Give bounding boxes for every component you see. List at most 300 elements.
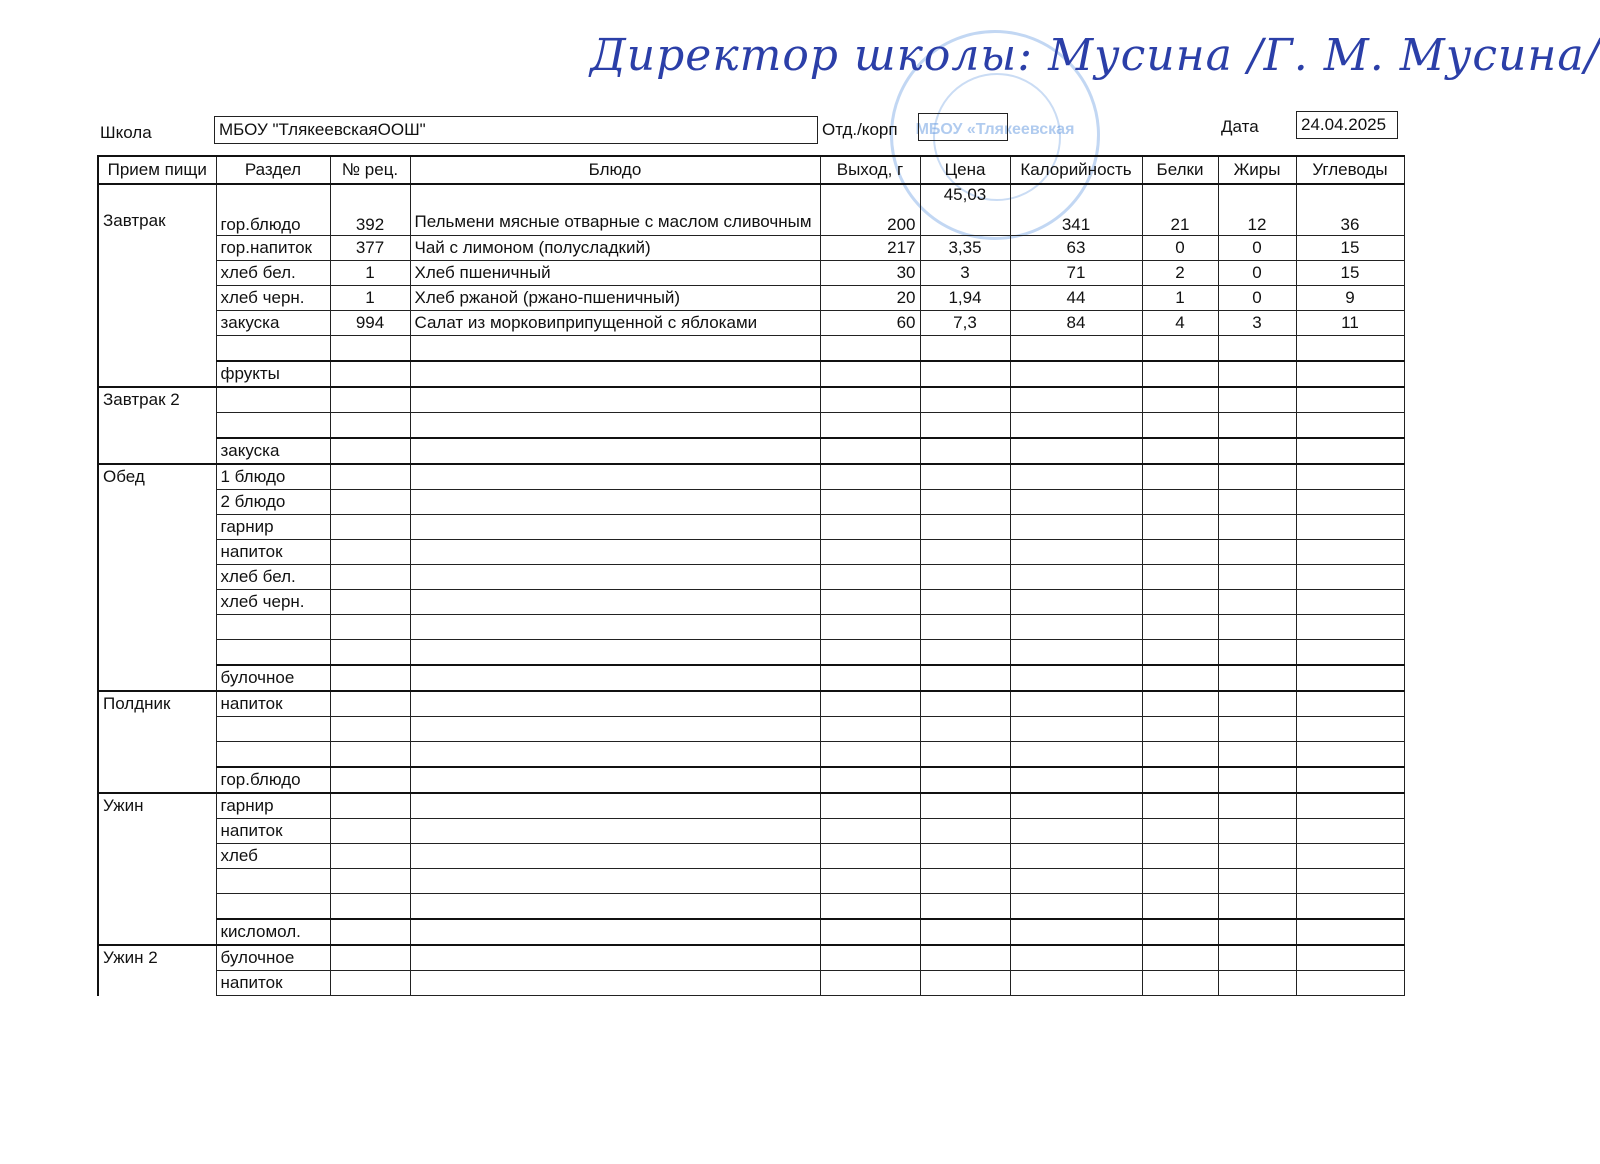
cell-yield	[820, 971, 920, 996]
cell-section	[216, 894, 330, 920]
cell-fat	[1218, 438, 1296, 464]
cell-section	[216, 615, 330, 640]
cell-kcal	[1010, 717, 1142, 742]
cell-recipe: 1	[330, 261, 410, 286]
cell-kcal: 63	[1010, 236, 1142, 261]
cell-carbs	[1296, 767, 1404, 793]
cell-fat	[1218, 945, 1296, 971]
cell-price: 45,03	[920, 184, 1010, 236]
cell-fat	[1218, 844, 1296, 869]
col-dish: Блюдо	[410, 156, 820, 184]
col-protein: Белки	[1142, 156, 1218, 184]
cell-recipe	[330, 945, 410, 971]
cell-protein	[1142, 767, 1218, 793]
stamp-text: МБОУ «Тлякеевская	[915, 121, 1075, 138]
cell-section	[216, 336, 330, 362]
cell-yield	[820, 490, 920, 515]
date-field: 24.04.2025	[1296, 111, 1398, 139]
cell-dish	[410, 361, 820, 387]
cell-recipe	[330, 413, 410, 439]
cell-dish	[410, 894, 820, 920]
cell-protein	[1142, 793, 1218, 819]
cell-recipe	[330, 464, 410, 490]
table-row	[98, 438, 1404, 464]
cell-yield	[820, 540, 920, 565]
cell-fat	[1218, 894, 1296, 920]
cell-section: гор.блюдо	[216, 184, 330, 236]
cell-protein: 2	[1142, 261, 1218, 286]
cell-recipe	[330, 490, 410, 515]
cell-recipe	[330, 767, 410, 793]
cell-kcal: 341	[1010, 184, 1142, 236]
cell-recipe: 377	[330, 236, 410, 261]
cell-carbs	[1296, 665, 1404, 691]
cell-dish: Пельмени мясные отварные с маслом сливочным	[410, 184, 820, 236]
cell-carbs	[1296, 438, 1404, 464]
cell-kcal	[1010, 945, 1142, 971]
meal-snack: Полдник	[98, 691, 216, 793]
cell-section: гор.блюдо	[216, 767, 330, 793]
cell-kcal	[1010, 565, 1142, 590]
cell-dish	[410, 665, 820, 691]
cell-yield	[820, 717, 920, 742]
cell-section	[216, 640, 330, 666]
cell-recipe	[330, 590, 410, 615]
cell-yield	[820, 590, 920, 615]
cell-dish	[410, 819, 820, 844]
cell-yield	[820, 640, 920, 666]
cell-dish	[410, 464, 820, 490]
cell-dish	[410, 793, 820, 819]
cell-kcal	[1010, 490, 1142, 515]
cell-protein	[1142, 387, 1218, 413]
cell-carbs	[1296, 361, 1404, 387]
cell-dish: Хлеб пшеничный	[410, 261, 820, 286]
cell-protein	[1142, 894, 1218, 920]
cell-section: гор.напиток	[216, 236, 330, 261]
cell-carbs	[1296, 336, 1404, 362]
table-row	[98, 869, 1404, 894]
cell-price	[920, 945, 1010, 971]
cell-price	[920, 438, 1010, 464]
table-row	[98, 464, 1404, 490]
cell-protein	[1142, 971, 1218, 996]
meal-dinner: Ужин	[98, 793, 216, 945]
cell-kcal	[1010, 665, 1142, 691]
cell-section: напиток	[216, 540, 330, 565]
cell-price	[920, 869, 1010, 894]
table-row	[98, 540, 1404, 565]
cell-dish	[410, 945, 820, 971]
cell-price	[920, 665, 1010, 691]
cell-dish	[410, 640, 820, 666]
col-kcal: Калорийность	[1010, 156, 1142, 184]
cell-recipe	[330, 438, 410, 464]
cell-yield	[820, 945, 920, 971]
cell-dish	[410, 387, 820, 413]
cell-fat	[1218, 615, 1296, 640]
cell-dish	[410, 919, 820, 945]
cell-fat	[1218, 387, 1296, 413]
table-row	[98, 615, 1404, 640]
cell-carbs: 15	[1296, 236, 1404, 261]
cell-recipe	[330, 793, 410, 819]
cell-kcal	[1010, 540, 1142, 565]
table-row	[98, 336, 1404, 362]
cell-price: 3,35	[920, 236, 1010, 261]
cell-protein	[1142, 540, 1218, 565]
cell-recipe	[330, 819, 410, 844]
cell-fat	[1218, 640, 1296, 666]
cell-protein	[1142, 336, 1218, 362]
cell-yield	[820, 336, 920, 362]
cell-dish	[410, 336, 820, 362]
cell-kcal: 84	[1010, 311, 1142, 336]
cell-recipe	[330, 919, 410, 945]
cell-recipe	[330, 387, 410, 413]
cell-price	[920, 464, 1010, 490]
cell-carbs	[1296, 793, 1404, 819]
cell-price	[920, 361, 1010, 387]
cell-dish	[410, 438, 820, 464]
cell-carbs	[1296, 742, 1404, 768]
col-section: Раздел	[216, 156, 330, 184]
meal-dinner-2: Ужин 2	[98, 945, 216, 996]
cell-carbs	[1296, 565, 1404, 590]
cell-price	[920, 640, 1010, 666]
cell-kcal	[1010, 361, 1142, 387]
cell-dish: Хлеб ржаной (ржано-пшеничный)	[410, 286, 820, 311]
dept-label: Отд./корп	[822, 120, 898, 139]
dept-field	[918, 113, 1008, 141]
cell-protein	[1142, 819, 1218, 844]
table-row	[98, 184, 1404, 236]
cell-fat: 0	[1218, 261, 1296, 286]
cell-dish	[410, 413, 820, 439]
cell-fat	[1218, 464, 1296, 490]
table-row	[98, 387, 1404, 413]
cell-fat	[1218, 540, 1296, 565]
table-row	[98, 413, 1404, 439]
cell-price	[920, 615, 1010, 640]
cell-recipe	[330, 640, 410, 666]
cell-recipe: 1	[330, 286, 410, 311]
cell-recipe	[330, 665, 410, 691]
cell-protein: 1	[1142, 286, 1218, 311]
cell-kcal: 71	[1010, 261, 1142, 286]
cell-yield	[820, 387, 920, 413]
cell-section: хлеб	[216, 844, 330, 869]
table-row	[98, 311, 1404, 336]
col-price: Цена	[920, 156, 1010, 184]
cell-section: хлеб черн.	[216, 286, 330, 311]
cell-fat	[1218, 490, 1296, 515]
table-row	[98, 717, 1404, 742]
menu-table	[97, 155, 1405, 996]
cell-section	[216, 413, 330, 439]
cell-dish: Салат из морковиприпущенной с яблоками	[410, 311, 820, 336]
table-row	[98, 361, 1404, 387]
col-fat: Жиры	[1218, 156, 1296, 184]
cell-yield	[820, 793, 920, 819]
cell-fat	[1218, 919, 1296, 945]
cell-section: закуска	[216, 311, 330, 336]
cell-carbs	[1296, 869, 1404, 894]
cell-dish: Чай с лимоном (полусладкий)	[410, 236, 820, 261]
cell-section	[216, 869, 330, 894]
cell-price	[920, 590, 1010, 615]
cell-kcal	[1010, 336, 1142, 362]
cell-yield: 200	[820, 184, 920, 236]
table-row	[98, 640, 1404, 666]
cell-section: гарнир	[216, 793, 330, 819]
col-carbs: Углеводы	[1296, 156, 1404, 184]
cell-kcal	[1010, 464, 1142, 490]
cell-carbs	[1296, 464, 1404, 490]
cell-price	[920, 413, 1010, 439]
cell-protein	[1142, 742, 1218, 768]
cell-yield	[820, 742, 920, 768]
cell-kcal	[1010, 590, 1142, 615]
school-field: МБОУ "ТлякеевскаяООШ"	[214, 116, 818, 144]
cell-yield	[820, 767, 920, 793]
cell-recipe: 392	[330, 184, 410, 236]
cell-section: 2 блюдо	[216, 490, 330, 515]
cell-recipe	[330, 361, 410, 387]
cell-recipe	[330, 894, 410, 920]
cell-fat: 0	[1218, 236, 1296, 261]
cell-kcal	[1010, 869, 1142, 894]
cell-dish	[410, 540, 820, 565]
cell-fat	[1218, 665, 1296, 691]
cell-protein	[1142, 665, 1218, 691]
cell-fat: 0	[1218, 286, 1296, 311]
cell-kcal	[1010, 413, 1142, 439]
director-signature: Директор школы: Мусина /Г. М. Мусина/	[590, 30, 1600, 81]
cell-protein	[1142, 361, 1218, 387]
table-row	[98, 490, 1404, 515]
cell-fat	[1218, 869, 1296, 894]
cell-price: 3	[920, 261, 1010, 286]
table-header-row	[98, 156, 1404, 184]
cell-carbs	[1296, 894, 1404, 920]
cell-section: закуска	[216, 438, 330, 464]
table-row	[98, 261, 1404, 286]
cell-kcal	[1010, 819, 1142, 844]
cell-fat	[1218, 361, 1296, 387]
cell-price: 1,94	[920, 286, 1010, 311]
cell-price	[920, 793, 1010, 819]
cell-yield: 20	[820, 286, 920, 311]
cell-kcal	[1010, 615, 1142, 640]
school-label: Школа	[100, 123, 152, 142]
cell-section	[216, 387, 330, 413]
col-meal: Прием пищи	[98, 156, 216, 184]
cell-price	[920, 387, 1010, 413]
cell-recipe	[330, 971, 410, 996]
cell-yield	[820, 691, 920, 717]
cell-recipe	[330, 515, 410, 540]
cell-yield: 60	[820, 311, 920, 336]
cell-fat	[1218, 819, 1296, 844]
cell-recipe	[330, 540, 410, 565]
cell-yield	[820, 565, 920, 590]
cell-carbs	[1296, 945, 1404, 971]
cell-protein	[1142, 640, 1218, 666]
cell-yield: 217	[820, 236, 920, 261]
cell-dish	[410, 869, 820, 894]
cell-yield	[820, 464, 920, 490]
cell-recipe	[330, 565, 410, 590]
cell-kcal	[1010, 894, 1142, 920]
cell-yield	[820, 413, 920, 439]
cell-fat	[1218, 565, 1296, 590]
cell-kcal	[1010, 793, 1142, 819]
cell-fat	[1218, 793, 1296, 819]
cell-dish	[410, 691, 820, 717]
cell-price	[920, 971, 1010, 996]
cell-carbs	[1296, 490, 1404, 515]
cell-protein	[1142, 869, 1218, 894]
cell-dish	[410, 717, 820, 742]
cell-carbs	[1296, 640, 1404, 666]
cell-recipe: 994	[330, 311, 410, 336]
cell-recipe	[330, 869, 410, 894]
cell-price	[920, 336, 1010, 362]
meal-lunch: Обед	[98, 464, 216, 691]
cell-carbs	[1296, 971, 1404, 996]
cell-section: хлеб черн.	[216, 590, 330, 615]
table-row	[98, 919, 1404, 945]
cell-price: 7,3	[920, 311, 1010, 336]
cell-kcal	[1010, 844, 1142, 869]
cell-protein: 4	[1142, 311, 1218, 336]
cell-protein	[1142, 565, 1218, 590]
cell-fat	[1218, 590, 1296, 615]
cell-carbs	[1296, 717, 1404, 742]
cell-price	[920, 691, 1010, 717]
cell-protein	[1142, 438, 1218, 464]
cell-recipe	[330, 742, 410, 768]
cell-protein	[1142, 490, 1218, 515]
table-row	[98, 793, 1404, 819]
cell-fat	[1218, 413, 1296, 439]
table-row	[98, 971, 1404, 996]
cell-recipe	[330, 691, 410, 717]
cell-kcal	[1010, 387, 1142, 413]
cell-section: 1 блюдо	[216, 464, 330, 490]
cell-carbs	[1296, 844, 1404, 869]
cell-recipe	[330, 844, 410, 869]
cell-section: хлеб бел.	[216, 565, 330, 590]
cell-protein	[1142, 717, 1218, 742]
cell-section: напиток	[216, 819, 330, 844]
cell-kcal	[1010, 438, 1142, 464]
cell-fat	[1218, 515, 1296, 540]
cell-price	[920, 919, 1010, 945]
cell-carbs	[1296, 540, 1404, 565]
col-recipe: № рец.	[330, 156, 410, 184]
cell-kcal	[1010, 971, 1142, 996]
cell-price	[920, 742, 1010, 768]
cell-protein	[1142, 691, 1218, 717]
cell-kcal	[1010, 515, 1142, 540]
cell-fat	[1218, 767, 1296, 793]
cell-dish	[410, 971, 820, 996]
table-row	[98, 894, 1404, 920]
cell-protein	[1142, 464, 1218, 490]
cell-fat	[1218, 742, 1296, 768]
cell-section: напиток	[216, 691, 330, 717]
table-row	[98, 286, 1404, 311]
cell-kcal	[1010, 691, 1142, 717]
cell-carbs: 9	[1296, 286, 1404, 311]
cell-dish	[410, 742, 820, 768]
cell-dish	[410, 844, 820, 869]
cell-yield	[820, 869, 920, 894]
cell-dish	[410, 490, 820, 515]
cell-yield: 30	[820, 261, 920, 286]
cell-yield	[820, 844, 920, 869]
cell-recipe	[330, 717, 410, 742]
cell-fat	[1218, 691, 1296, 717]
meal-breakfast: Завтрак	[98, 184, 216, 387]
cell-carbs: 11	[1296, 311, 1404, 336]
cell-dish	[410, 767, 820, 793]
cell-recipe	[330, 615, 410, 640]
cell-carbs	[1296, 515, 1404, 540]
table-row	[98, 819, 1404, 844]
date-label: Дата	[1221, 117, 1259, 136]
cell-price	[920, 515, 1010, 540]
cell-kcal	[1010, 742, 1142, 768]
cell-yield	[820, 665, 920, 691]
table-row	[98, 767, 1404, 793]
table-row	[98, 515, 1404, 540]
cell-protein: 21	[1142, 184, 1218, 236]
cell-protein	[1142, 919, 1218, 945]
cell-price	[920, 717, 1010, 742]
cell-dish	[410, 590, 820, 615]
cell-kcal	[1010, 767, 1142, 793]
cell-carbs	[1296, 590, 1404, 615]
cell-section: гарнир	[216, 515, 330, 540]
cell-yield	[820, 615, 920, 640]
cell-section: фрукты	[216, 361, 330, 387]
cell-price	[920, 767, 1010, 793]
cell-price	[920, 565, 1010, 590]
cell-protein: 0	[1142, 236, 1218, 261]
cell-section	[216, 717, 330, 742]
cell-protein	[1142, 945, 1218, 971]
cell-price	[920, 540, 1010, 565]
table-row	[98, 590, 1404, 615]
cell-carbs: 36	[1296, 184, 1404, 236]
cell-protein	[1142, 413, 1218, 439]
cell-kcal	[1010, 919, 1142, 945]
cell-protein	[1142, 844, 1218, 869]
cell-yield	[820, 919, 920, 945]
cell-protein	[1142, 515, 1218, 540]
cell-carbs	[1296, 819, 1404, 844]
table-row	[98, 945, 1404, 971]
cell-yield	[820, 438, 920, 464]
table-row	[98, 691, 1404, 717]
cell-protein	[1142, 615, 1218, 640]
cell-kcal	[1010, 640, 1142, 666]
cell-section	[216, 742, 330, 768]
cell-carbs	[1296, 615, 1404, 640]
